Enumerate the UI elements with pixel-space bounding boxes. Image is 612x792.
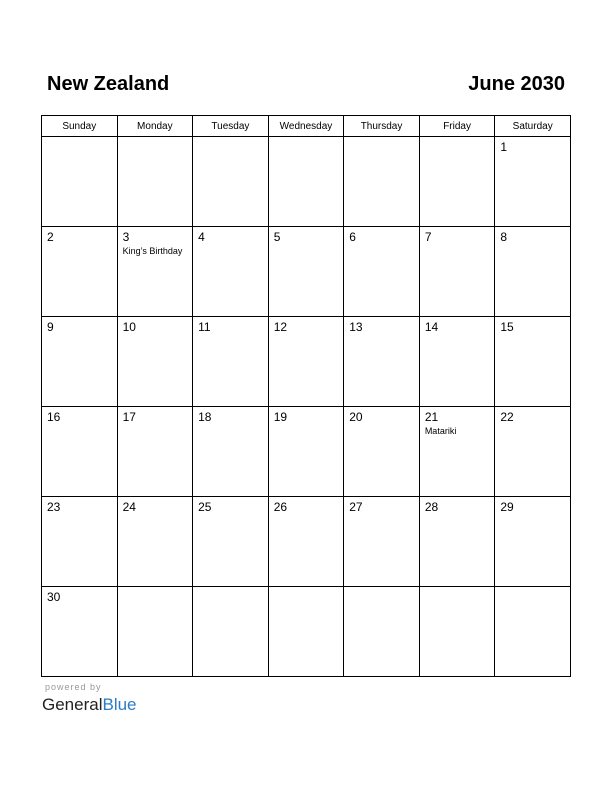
day-number: 30 (47, 590, 61, 604)
holiday-label (269, 244, 344, 245)
holiday-label (118, 140, 193, 141)
holiday-label (269, 424, 344, 425)
brand-blue-text: Blue (102, 695, 137, 714)
day-number: 21 (424, 410, 439, 424)
week-row-6 (42, 587, 571, 677)
country-title: New Zealand (47, 73, 170, 95)
day-cell (344, 407, 420, 497)
day-number: 7 (424, 230, 432, 244)
holiday-label (193, 514, 268, 515)
holiday-label (42, 334, 117, 335)
day-cell (193, 407, 269, 497)
holiday-label (344, 140, 419, 141)
day-cell (117, 407, 193, 497)
day-cell (268, 317, 344, 407)
weekday-friday: Friday (419, 116, 495, 137)
day-number: 28 (424, 500, 439, 514)
week-row-3 (42, 317, 571, 407)
week-row-1 (42, 137, 571, 227)
weekday-sunday: Sunday (42, 116, 118, 137)
holiday-label (344, 514, 419, 515)
day-cell (268, 497, 344, 587)
day-cell (344, 587, 420, 677)
weekday-tuesday: Tuesday (193, 116, 269, 137)
day-cell (268, 227, 344, 317)
day-number: 17 (122, 410, 136, 424)
holiday-label: Matariki (424, 426, 457, 436)
day-cell (42, 587, 118, 677)
day-cell (42, 317, 118, 407)
holiday-label (193, 590, 268, 591)
day-cell (419, 407, 495, 497)
holiday-label: King’s Birthday (122, 246, 183, 256)
day-cell (268, 407, 344, 497)
holiday-label (344, 590, 419, 591)
day-cell (419, 587, 495, 677)
day-cell (42, 407, 118, 497)
day-cell (495, 317, 571, 407)
day-cell (117, 587, 193, 677)
holiday-label (420, 514, 495, 515)
day-number: 25 (198, 500, 212, 514)
day-cell (419, 227, 495, 317)
holiday-label (495, 590, 570, 591)
holiday-label (420, 334, 495, 335)
day-cell (495, 227, 571, 317)
day-cell (117, 497, 193, 587)
month-year-title: June 2030 (468, 73, 565, 95)
brand-general-text: General (42, 695, 103, 714)
day-number: 19 (273, 410, 288, 424)
day-cell (193, 587, 269, 677)
day-number: 14 (424, 320, 439, 334)
day-number: 23 (47, 500, 61, 514)
day-cell (419, 497, 495, 587)
day-number: 24 (122, 500, 136, 514)
holiday-label (344, 244, 419, 245)
day-cell (419, 317, 495, 407)
weekday-header-row (42, 116, 571, 137)
holiday-label (344, 334, 419, 335)
day-cell (495, 137, 571, 227)
holiday-label (42, 244, 117, 245)
week-row-5 (42, 497, 571, 587)
day-number: 3 (122, 230, 130, 244)
holiday-label (344, 424, 419, 425)
day-cell (193, 497, 269, 587)
day-number: 1 (500, 140, 508, 154)
day-number: 16 (47, 410, 61, 424)
holiday-label (269, 514, 344, 515)
holiday-label (420, 590, 495, 591)
weekday-wednesday: Wednesday (268, 116, 344, 137)
generalblue-logo[interactable] (42, 694, 137, 716)
day-cell (495, 407, 571, 497)
day-cell (42, 497, 118, 587)
holiday-label (193, 244, 268, 245)
day-number: 22 (500, 410, 514, 424)
holiday-label (269, 140, 344, 141)
holiday-label (495, 154, 570, 155)
day-number: 11 (198, 320, 211, 334)
day-number: 15 (500, 320, 514, 334)
week-row-2 (42, 227, 571, 317)
day-cell (495, 497, 571, 587)
day-cell (344, 227, 420, 317)
holiday-label (269, 590, 344, 591)
holiday-label (193, 334, 268, 335)
day-cell (193, 137, 269, 227)
weekday-saturday: Saturday (495, 116, 571, 137)
day-number: 13 (349, 320, 363, 334)
footer-branding (42, 682, 137, 716)
day-cell (193, 317, 269, 407)
day-number: 4 (198, 230, 205, 244)
holiday-label (118, 590, 193, 591)
day-cell (42, 227, 118, 317)
calendar-grid (41, 115, 571, 677)
holiday-label (420, 244, 495, 245)
day-number: 10 (122, 320, 136, 334)
weekday-thursday: Thursday (344, 116, 420, 137)
day-number: 29 (500, 500, 514, 514)
day-cell (344, 497, 420, 587)
week-row-4 (42, 407, 571, 497)
day-cell (42, 137, 118, 227)
day-number: 9 (47, 320, 54, 334)
day-number: 12 (273, 320, 288, 334)
day-cell (268, 137, 344, 227)
day-cell (193, 227, 269, 317)
powered-by-text: powered by (45, 682, 102, 692)
day-number: 2 (47, 230, 54, 244)
day-cell (268, 587, 344, 677)
holiday-label (495, 514, 570, 515)
holiday-label (42, 424, 117, 425)
holiday-label (42, 604, 117, 605)
day-cell (117, 317, 193, 407)
day-number: 5 (273, 230, 281, 244)
holiday-label (495, 244, 570, 245)
holiday-label (42, 140, 117, 141)
holiday-label (193, 140, 268, 141)
day-cell (117, 137, 193, 227)
weekday-monday: Monday (117, 116, 193, 137)
day-cell (117, 227, 193, 317)
holiday-label (42, 514, 117, 515)
day-number: 27 (349, 500, 363, 514)
day-cell (419, 137, 495, 227)
holiday-label (269, 334, 344, 335)
holiday-label (193, 424, 268, 425)
day-number: 8 (500, 230, 508, 244)
day-number: 26 (273, 500, 288, 514)
day-number: 18 (198, 410, 212, 424)
holiday-label (118, 334, 193, 335)
day-number: 20 (349, 410, 363, 424)
holiday-label (118, 514, 193, 515)
day-cell (344, 317, 420, 407)
holiday-label (495, 334, 570, 335)
holiday-label (495, 424, 570, 425)
holiday-label (118, 424, 193, 425)
day-number: 6 (349, 230, 356, 244)
holiday-label (420, 140, 495, 141)
day-cell (495, 587, 571, 677)
day-cell (344, 137, 420, 227)
